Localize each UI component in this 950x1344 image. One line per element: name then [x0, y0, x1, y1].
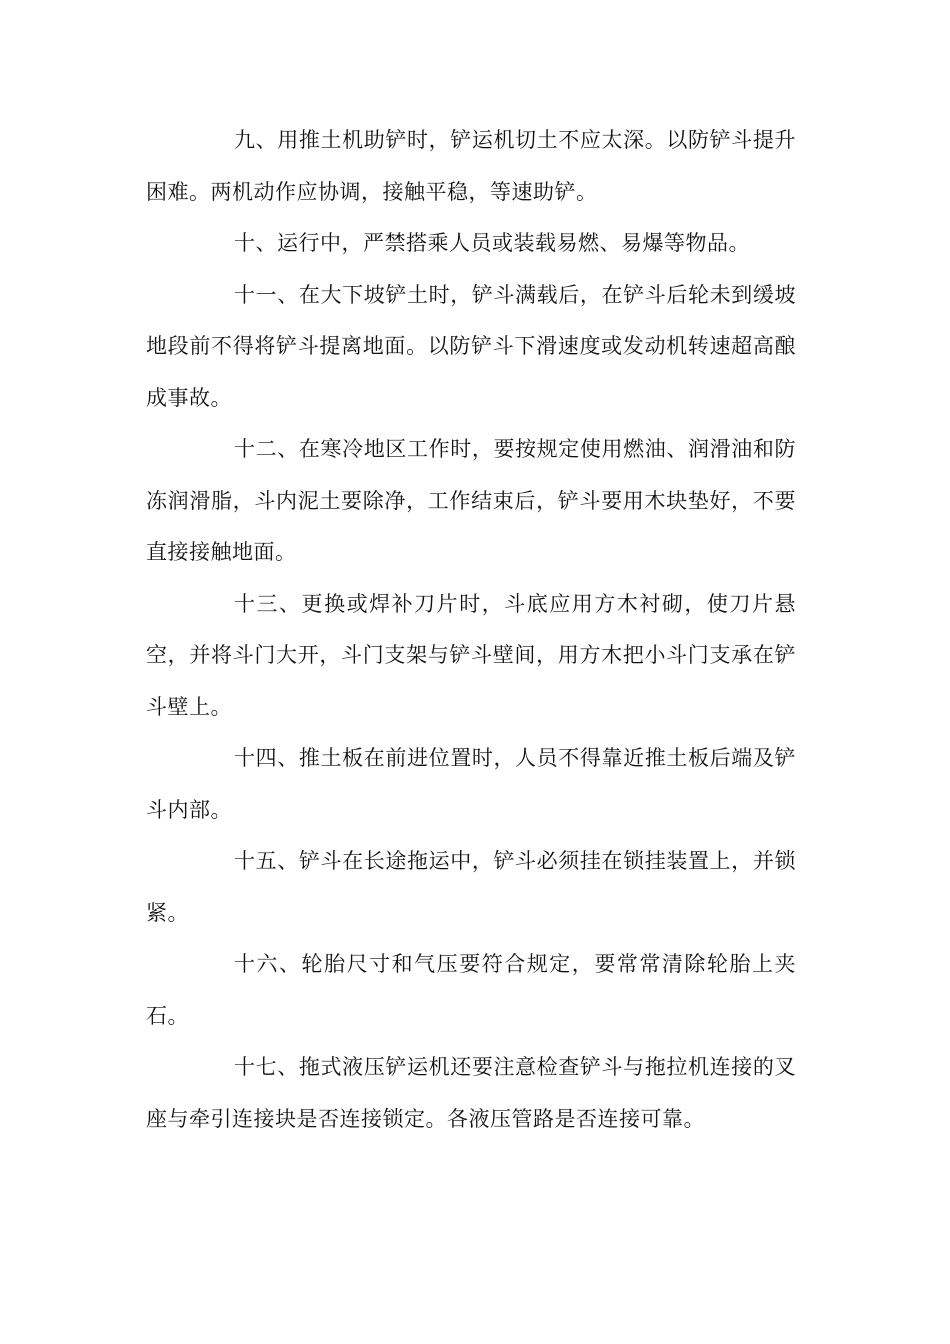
paragraph-item-11: 十一、在大下坡铲土时，铲斗满载后，在铲斗后轮未到缓坡地段前不得将铲斗提离地面。以防铲斗下滑速度或发动机转速超高酿成事故。	[146, 282, 796, 410]
paragraph-item-17: 十七、拖式液压铲运机还要注意检查铲斗与拖拉机连接的叉座与牵引连接块是否连接锁定。各液压管路是否连接可靠。	[146, 1055, 796, 1131]
document-body	[146, 115, 796, 1145]
paragraph-item-14: 十四、推土板在前进位置时，人员不得靠近推土板后端及铲斗内部。	[146, 746, 796, 822]
paragraph-item-16: 十六、轮胎尺寸和气压要符合规定，要常常清除轮胎上夹石。	[146, 952, 796, 1028]
paragraph-item-12: 十二、在寒冷地区工作时，要按规定使用燃油、润滑油和防冻润滑脂，斗内泥土要除净，工作结束后，铲斗要用木块垫好，不要直接接触地面。	[146, 437, 796, 564]
paragraph-item-15: 十五、铲斗在长途拖运中，铲斗必须挂在锁挂装置上，并锁紧。	[146, 849, 796, 925]
paragraph-item-13: 十三、更换或焊补刀片时，斗底应用方木衬砌，使刀片悬空，并将斗门大开，斗门支架与铲斗壁间，用方木把小斗门支承在铲斗壁上。	[146, 591, 796, 719]
paragraph-item-9: 九、用推土机助铲时，铲运机切土不应太深。以防铲斗提升困难。两机动作应协调，接触平稳，等速助铲。	[146, 128, 796, 204]
paragraph-item-10: 十、运行中，严禁搭乘人员或装载易燃、易爆等物品。	[234, 231, 750, 255]
